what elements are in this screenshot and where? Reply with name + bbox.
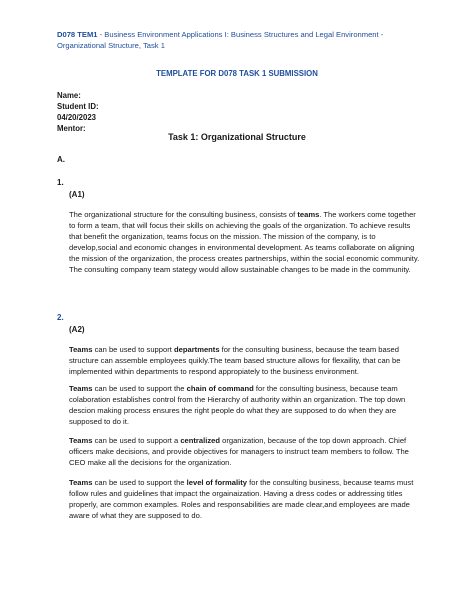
a2-label: (A2) xyxy=(69,325,85,334)
student-id-label: Student ID: xyxy=(57,102,99,111)
course-description: - Business Environment Applications I: Business Structures and Legal Environment - Organizational Structure, Task 1 xyxy=(57,30,384,50)
a2-lead-term: Teams xyxy=(69,384,93,393)
student-info xyxy=(57,90,99,134)
a2-paragraph-centralized xyxy=(69,435,424,468)
a2-paragraph-departments xyxy=(69,344,424,377)
a2-bold-term: chain of command xyxy=(186,384,254,393)
a2-bold-term: centralized xyxy=(180,436,220,445)
mentor-label: Mentor: xyxy=(57,124,86,133)
a2-text-rest: for the consulting business, because the team based structure can assemble employees quikly.The team based structure allows for flexaility, that can be implemented within departments to respond appropiately to the business environment. xyxy=(69,345,401,376)
a1-label: (A1) xyxy=(69,190,85,199)
section-a-label: A. xyxy=(57,155,65,164)
a2-lead-term: Teams xyxy=(69,436,93,445)
section-2-label: 2. xyxy=(57,313,64,322)
a1-text-start: The organizational structure for the consulting business, consists of xyxy=(69,210,298,219)
a2-text-rest: organization, because of the top down approach. Chief officers make decisions, and provide objectives for managers to instruct team members to follow. The CEO make all the decisions for the organization. xyxy=(69,436,409,467)
page-header xyxy=(57,29,427,51)
a2-lead-term: Teams xyxy=(69,345,93,354)
a2-text-mid: can be used to support a xyxy=(92,436,181,445)
a2-paragraph-chain-of-command xyxy=(69,383,424,427)
a2-text-mid: can be used to support the xyxy=(92,384,187,393)
a2-text-rest: for the consulting business, because teams must follow rules and guidelines that impact the orgainaization. Having a dress codes or addressing titles properly, are common examples. Roles and responsabilities are made clear,and employees are made aware of what they are supposed to do. xyxy=(69,478,414,520)
course-code: D078 TEM1 xyxy=(57,30,98,39)
a2-paragraph-formality xyxy=(69,477,424,521)
a1-paragraph xyxy=(69,209,424,275)
date-value: 04/20/2023 xyxy=(57,113,97,122)
a2-lead-term: Teams xyxy=(69,478,93,487)
section-1-label: 1. xyxy=(57,178,64,187)
a1-text-rest: . The workers come together to form a team, that will focus their skills on achieving the goals of the organization. To achieve results that benefit the organization, teams focus on the mission. The mission of the company, is to develop,social and economic changes in environmental development. As teams collaborate on aligning the mission of the organization, the process creates partnerships, within the social economic community. The consulting company team stategy would allow sustainable changes to be made in the community. xyxy=(69,210,420,274)
a2-text-rest: for the consulting business, because team colaboration establishes control from the Hierarchy of authority within an organization. The top down descion making process ensures the right people do what they are supposed to do when they are supposed to do it. xyxy=(69,384,406,426)
document-title: TEMPLATE FOR D078 TASK 1 SUBMISSION xyxy=(156,69,318,78)
task-title: Task 1: Organizational Structure xyxy=(168,132,306,142)
name-label: Name: xyxy=(57,91,81,100)
a1-bold-term: teams xyxy=(297,210,320,219)
a2-text-mid: can be used to support xyxy=(92,345,174,354)
a2-text-mid: can be used to support the xyxy=(92,478,187,487)
a2-bold-term: departments xyxy=(173,345,220,354)
a2-bold-term: level of formality xyxy=(186,478,248,487)
